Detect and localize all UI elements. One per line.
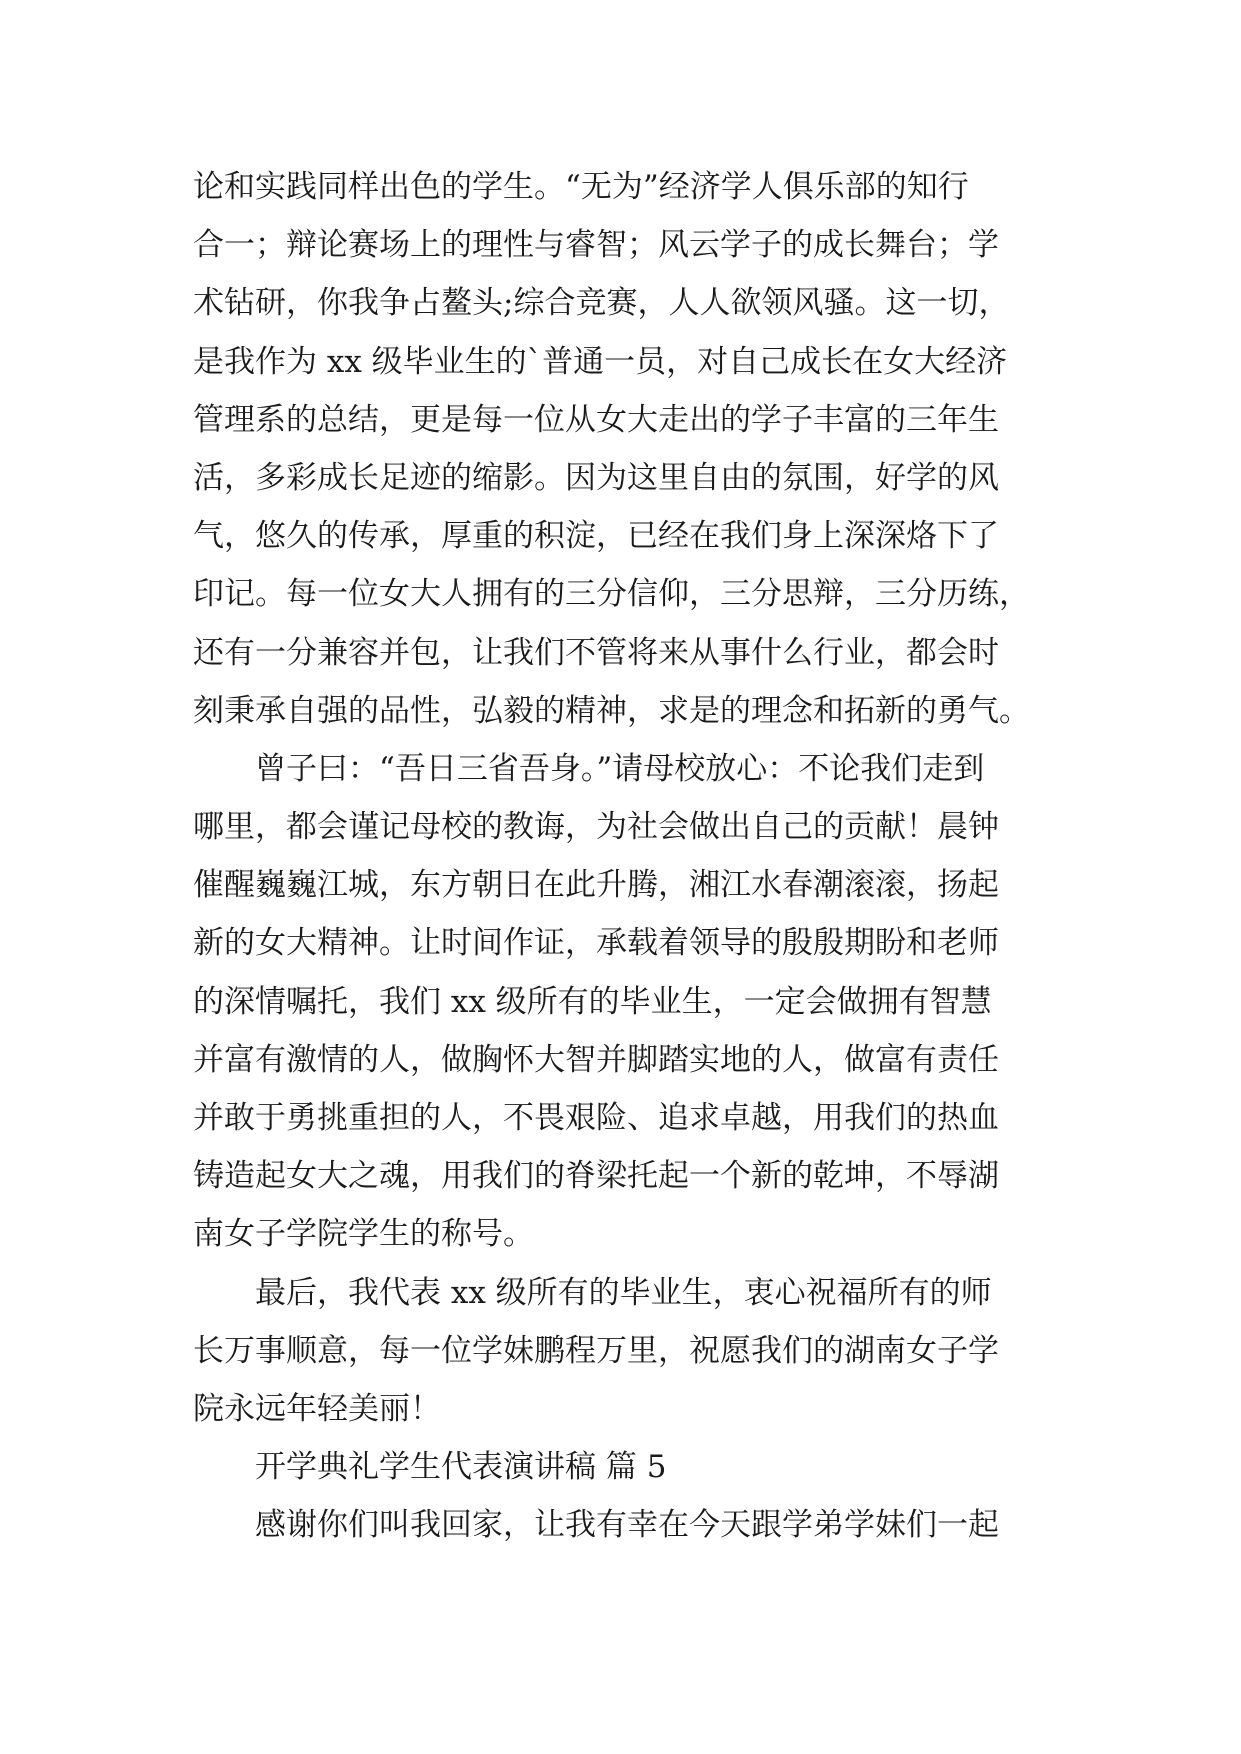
text-line: 长万事顺意，每一位学妹鹏程万里，祝愿我们的湖南女子学 xyxy=(193,1332,999,1369)
text-line: 最后，我代表 xx 级所有的毕业生，衷心祝福所有的师 xyxy=(255,1274,992,1311)
text-line: 并富有激情的人，做胸怀大智并脚踏实地的人，做富有责任 xyxy=(193,1041,999,1078)
text-line: 催醒巍巍江城，东方朝日在此升腾，湘江水春潮滚滚，扬起 xyxy=(193,867,999,904)
document-body xyxy=(193,158,1053,1555)
text-line: 铸造起女大之魂，用我们的脊梁托起一个新的乾坤，不辱湖 xyxy=(193,1158,999,1195)
text-line: 曾子曰：“吾日三省吾身。”请母校放心：不论我们走到 xyxy=(255,750,985,787)
text-line: 开学典礼学生代表演讲稿 篇 5 xyxy=(255,1449,667,1486)
text-line: 论和实践同样出色的学生。“无为”经济学人俱乐部的知行 xyxy=(193,169,969,205)
text-line: 并敢于勇挑重担的人，不畏艰险、追求卓越，用我们的热血 xyxy=(193,1100,999,1136)
text-line: 哪里，都会谨记母校的教诲，为社会做出自己的贡献！晨钟 xyxy=(193,809,999,846)
text-line: 新的女大精神。让时间作证，承载着领导的殷殷期盼和老师 xyxy=(193,925,999,962)
text-line: 是我作为 xx 级毕业生的`普通一员，对自己成长在女大经济 xyxy=(193,343,1008,380)
text-line: 的深情嘱托，我们 xx 级所有的毕业生，一定会做拥有智慧 xyxy=(193,983,992,1020)
text-line: 南女子学院学生的称号。 xyxy=(193,1216,534,1253)
text-line: 印记。每一位女大人拥有的三分信仰，三分思辩，三分历练， xyxy=(193,576,1030,613)
text-line: 院永远年轻美丽！ xyxy=(193,1390,441,1427)
text-line: 刻秉承自强的品性，弘毅的精神，求是的理念和拓新的勇气。 xyxy=(193,692,1030,729)
text-line: 活，多彩成长足迹的缩影。因为这里自由的氛围，好学的风 xyxy=(193,459,999,496)
text-line: 气，悠久的传承，厚重的积淀，已经在我们身上深深烙下了 xyxy=(193,518,999,555)
text-line: 管理系的总结，更是每一位从女大走出的学子丰富的三年生 xyxy=(193,401,999,438)
text-line: 术钻研，你我争占鳌头;综合竞赛，人人欲领风骚。这一切， xyxy=(193,285,1010,322)
text-line: 合一；辩论赛场上的理性与睿智；风云学子的成长舞台；学 xyxy=(193,227,999,264)
text-line: 感谢你们叫我回家，让我有幸在今天跟学弟学妹们一起 xyxy=(255,1507,999,1544)
text-line: 还有一分兼容并包，让我们不管将来从事什么行业，都会时 xyxy=(193,634,999,671)
